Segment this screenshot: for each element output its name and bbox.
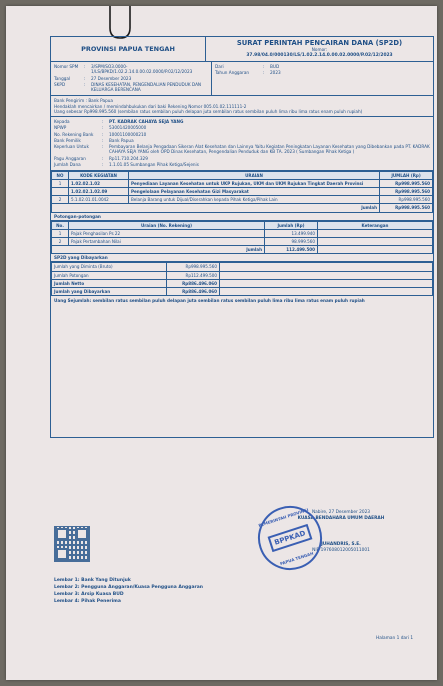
info-row: SKPD : DINAS KESEHATAN, PENGENDALIAN PENDUDUK DAN KELUARGA BERENCANA <box>54 81 202 92</box>
table-total-row: Jumlah 112.499.500 <box>52 246 433 254</box>
sp2d-form <box>50 36 434 438</box>
table-row: Jumlah Netto Rp886.496.060 <box>52 279 433 287</box>
lembar-item: Lembar 1: Bank Yang Ditunjuk <box>54 578 131 583</box>
bppkad-stamp: PEMERINTAH PROVINSI BPPKAD PAPUA TENGAH <box>250 498 331 579</box>
potongan-title: Potongan-potongan <box>51 213 433 221</box>
table-row: Jumlah Potongan Rp112.499.500 <box>52 271 433 279</box>
table-row: 1.02.02.1.02.09 Pengelolaan Pelayanan Kesehatan Gizi Masyarakat Rp998.995.560 <box>52 188 433 196</box>
sign-place-date: Nabire, 27 Desember 2023 <box>311 510 371 515</box>
table-row: 1 Pajak Penghasilan Ps 22 13.499.940 <box>52 229 433 237</box>
dibayarkan-table <box>51 262 433 295</box>
qr-code <box>54 526 90 562</box>
nomor-label: Nomor: <box>311 47 328 53</box>
table-total-row: Jumlah Rp998.995.560 <box>52 204 433 212</box>
potongan-table: No. Uraian (No. Rekening) Jumlah (Rp) Keterangan 1 Pajak Penghasilan Ps 22 13.499.940 2 Pajak Pertambahan Nilai 98.999.560 Jumlah 112.499.500 <box>51 221 433 254</box>
form-header <box>51 37 433 62</box>
dibayarkan-title: SP2D yang Dibayarkan <box>51 254 433 262</box>
sign-nip: NIP 197608012005011001 <box>312 548 370 554</box>
info-row: Tahun Anggaran : 2023 <box>215 70 281 76</box>
sp2d-number: 37.98/04.0/000130/LS/1.02.2.14.0.00.02.0000/P.02/12/2023 <box>246 52 393 58</box>
info-row: Tanggal : 27 Desember 2023 <box>54 75 132 81</box>
bank-section <box>51 96 433 117</box>
sign-role: KUASA BENDAHARA UMUM DAERAH <box>297 516 385 522</box>
spm-info-block <box>51 62 433 96</box>
province-name: PROVINSI PAPUA TENGAH <box>51 37 206 61</box>
table-row: Jumlah yang Diminta (Bruto) Rp998.995.560 <box>52 263 433 271</box>
info-row: Nomor SPM : 3/SPM/SO3.0000-1/LS/BPKD/1.02.2.14.0.00.02.0000/P.02/12/2023 <box>54 64 193 75</box>
form-title: SURAT PERINTAH PENCAIRAN DANA (SP2D) <box>236 39 403 47</box>
recipient-section: Kepada : PT. KADRAK CAHAYA SEJA YANG NPWP : 53001420005000 No. Rekening Bank : 10001100000210 Bank Pemilik : Bank Papua Keperluan Untuk : Pembayaran Belanja Pengadaan Sikeran Alat Kesehatan dan Lainnya Yaitu Kegiatan Peningkatan Layanan Kesehatan yang Dibebankan pada PT. KADRAK CAHAYA SEJA YANG oleh OPD Dinas Kesehatan, Pengendalian Penduduk dan KB TA. 2023 ( Sumbangan Pihak Ketiga ) Pagu Anggaran : Rp11.710.204.329 Jumlah Dana : 1.1.01.05 Sumbangan Pihak Ketiga/Sejenis <box>51 117 433 171</box>
lembar-item: Lembar 4: Pihak Penerima <box>54 598 121 604</box>
lembar-list <box>54 578 203 606</box>
sign-name: JUHANDRIS, S.E. <box>321 542 361 548</box>
lembar-item: Lembar 2: Pengguna Anggaran/Kuasa Pengguna Anggaran <box>54 584 203 590</box>
table-row: Jumlah yang Dibayarkan Rp886.496.060 <box>52 287 433 295</box>
kegiatan-table: NO KODE KEGIATAN URAIAN JUMLAH (Rp) 1 1.02.02.1.02 Penyediaan Layanan Kesehatan untuk UKP Rujukan, UKM dan UKM Rujukan Tingkat Daerah Provinsi Rp998.995.560 1.02.02.1.02.09 Pengelolaan Pelayanan Kesehatan Gizi Masyarakat Rp998.995.560 2 5.1.02.01.01.0042 Belanja Barang untuk Dijual/Diserahkan kepada Pihak Ketiga/Pihak Lain Rp998.995.560 Jumlah Rp998.995.560 <box>51 171 433 213</box>
table-row: 1 1.02.02.1.02 Penyediaan Layanan Kesehatan untuk UKP Rujukan, UKM dan UKM Rujukan Tingkat Daerah Provinsi Rp998.995.560 <box>52 180 433 188</box>
lembar-item: Lembar 3: Arsip Kuasa BUD <box>54 591 124 597</box>
document-page <box>6 6 437 680</box>
terbilang-total: Uang Sejumlah: sembilan ratus sembilan puluh delapan juta sembilan ratus sembilan puluh lima ribu lima ratus enam puluh rupiah <box>54 297 365 303</box>
amount-terbilang: Uang sebesar Rp998.995.560 (sembilan ratus sembilan puluh delapan juta sembilan ratus sembilan puluh lima ribu lima ratus enam puluh rupiah) <box>54 108 363 114</box>
page-number: Halaman 1 dari 1 <box>376 636 414 641</box>
table-row: 2 Pajak Pertambahan Nilai 98.999.560 <box>52 238 433 246</box>
table-row: 2 5.1.02.01.01.0042 Belanja Barang untuk Dijual/Diserahkan kepada Pihak Ketiga/Pihak Lain Rp998.995.560 <box>52 196 433 204</box>
info-row: Dari : BUD <box>215 64 280 69</box>
bank-instruction: Hendaklah mencairkan / memindahbukukan dari baki Rekening Nomor 005.01.02.111111-2 <box>54 103 247 109</box>
bank-sender: Bank Pengirim : Bank Papua <box>54 98 113 104</box>
